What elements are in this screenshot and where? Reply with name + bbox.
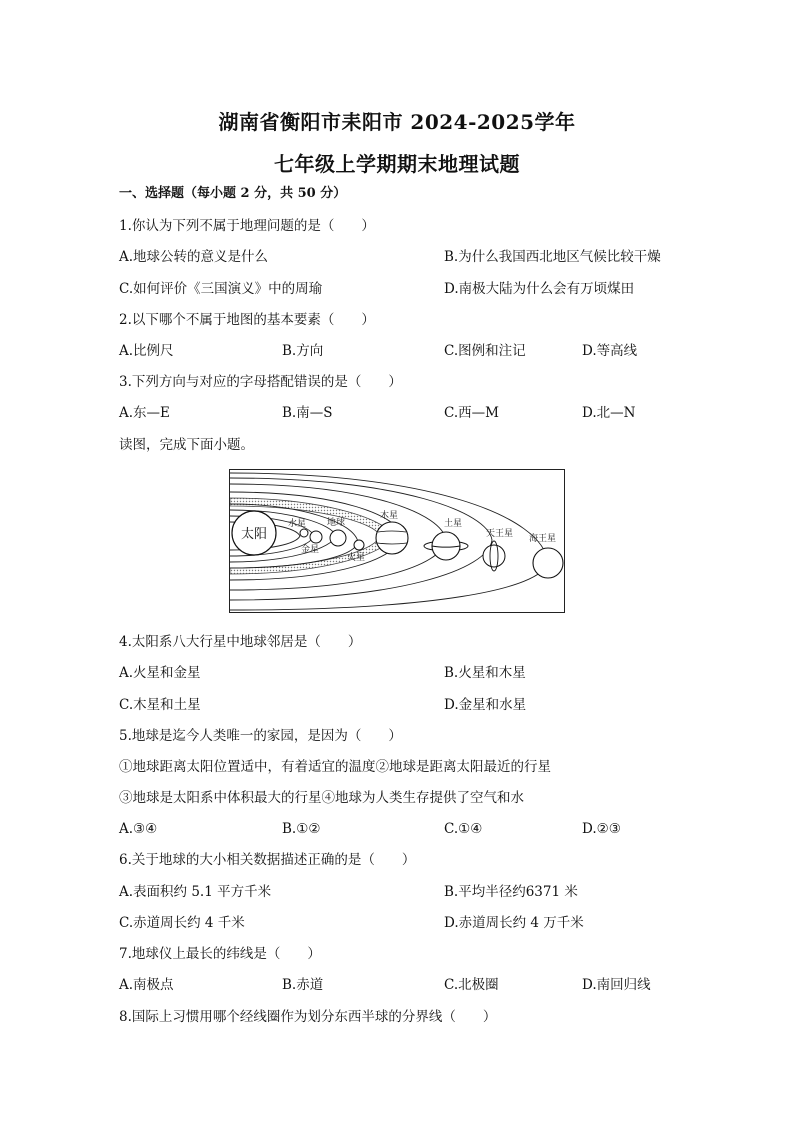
mercury-label: 水星: [288, 519, 307, 529]
question-1-option-d: D.南极大陆为什么会有万顷煤田: [444, 281, 635, 297]
question-2-option-b: B.方向: [282, 343, 324, 359]
question-6-option-d: D.赤道周长约 4 万千米: [444, 915, 584, 931]
jupiter-shape: [376, 522, 408, 554]
question-5-option-b: B.①②: [282, 821, 321, 837]
question-6-option-a: A.表面积约 5.1 平方千米: [119, 884, 272, 900]
read-instruction: 读图，完成下面小题。: [119, 437, 254, 453]
question-7-option-b: B.赤道: [282, 977, 324, 993]
mars-label: 火星: [347, 553, 366, 563]
earth-shape: [330, 530, 346, 546]
solar-system-svg: [230, 470, 565, 613]
neptune-label: 海王星: [529, 534, 557, 544]
saturn-shape: [432, 532, 460, 560]
question-4-option-b: B.火星和木星: [444, 665, 526, 681]
question-5-option-c: C.①④: [444, 821, 483, 837]
question-5-statement-1: ①地球距离太阳位置适中，有着适宜的温度②地球是距离太阳最近的行星: [119, 759, 551, 775]
question-5-statement-2: ③地球是太阳系中体积最大的行星④地球为人类生存提供了空气和水: [119, 790, 524, 806]
mars-shape: [354, 540, 364, 550]
question-6-stem: 6.关于地球的大小相关数据描述正确的是（ ）: [119, 852, 416, 868]
page-title-line1: 湖南省衡阳市耒阳市 2024-2025学年: [218, 110, 576, 134]
question-5-stem: 5.地球是迄今人类唯一的家园，是因为（ ）: [119, 728, 402, 744]
saturn-label: 土星: [444, 519, 463, 529]
section-heading: 一、选择题（每小题 2 分，共 50 分）: [119, 186, 347, 201]
question-4-option-d: D.金星和水星: [444, 697, 527, 713]
question-7-stem: 7.地球仪上最长的纬线是（ ）: [119, 946, 321, 962]
question-2-option-c: C.图例和注记: [444, 343, 526, 359]
question-5-option-d: D.②③: [582, 821, 621, 837]
question-7-option-a: A.南极点: [119, 977, 174, 993]
question-1-stem: 1.你认为下列不属于地理问题的是（ ）: [119, 218, 375, 234]
question-3-option-b: B.南—S: [282, 405, 333, 421]
solar-system-diagram: [229, 469, 565, 613]
venus-shape: [310, 531, 322, 543]
question-4-option-c: C.木星和土星: [119, 697, 201, 713]
venus-label: 金星: [301, 545, 320, 555]
mercury-shape: [300, 529, 308, 537]
jupiter-label: 木星: [380, 511, 399, 521]
sun-label: 太阳: [240, 527, 268, 542]
question-1-option-b: B.为什么我国西北地区气候比较干燥: [444, 249, 661, 265]
question-2-stem: 2.以下哪个不属于地图的基本要素（ ）: [119, 312, 375, 328]
question-2-option-d: D.等高线: [582, 343, 638, 359]
question-5-option-a: A.③④: [119, 821, 158, 837]
question-3-option-d: D.北—N: [582, 405, 636, 421]
question-4-option-a: A.火星和金星: [119, 665, 201, 681]
neptune-shape: [533, 548, 563, 578]
question-7-option-c: C.北极圈: [444, 977, 499, 993]
question-6-option-c: C.赤道周长约 4 千米: [119, 915, 245, 931]
question-2-option-a: A.比例尺: [119, 343, 174, 359]
question-7-option-d: D.南回归线: [582, 977, 651, 993]
page-title-line2: 七年级上学期期末地理试题: [274, 152, 520, 176]
question-3-stem: 3.下列方向与对应的字母搭配错误的是（ ）: [119, 374, 402, 390]
question-8-stem: 8.国际上习惯用哪个经线圈作为划分东西半球的分界线（ ）: [119, 1009, 497, 1025]
question-4-stem: 4.太阳系八大行星中地球邻居是（ ）: [119, 634, 362, 650]
uranus-label: 天王星: [486, 529, 514, 539]
question-6-option-b: B.平均半径约6371 米: [444, 884, 578, 900]
question-1-option-a: A.地球公转的意义是什么: [119, 249, 269, 265]
earth-label: 地球: [327, 518, 346, 528]
uranus-shape: [483, 545, 505, 567]
question-3-option-a: A.东—E: [119, 405, 170, 421]
question-3-option-c: C.西—M: [444, 405, 499, 421]
question-1-option-c: C.如何评价《三国演义》中的周瑜: [119, 281, 323, 297]
